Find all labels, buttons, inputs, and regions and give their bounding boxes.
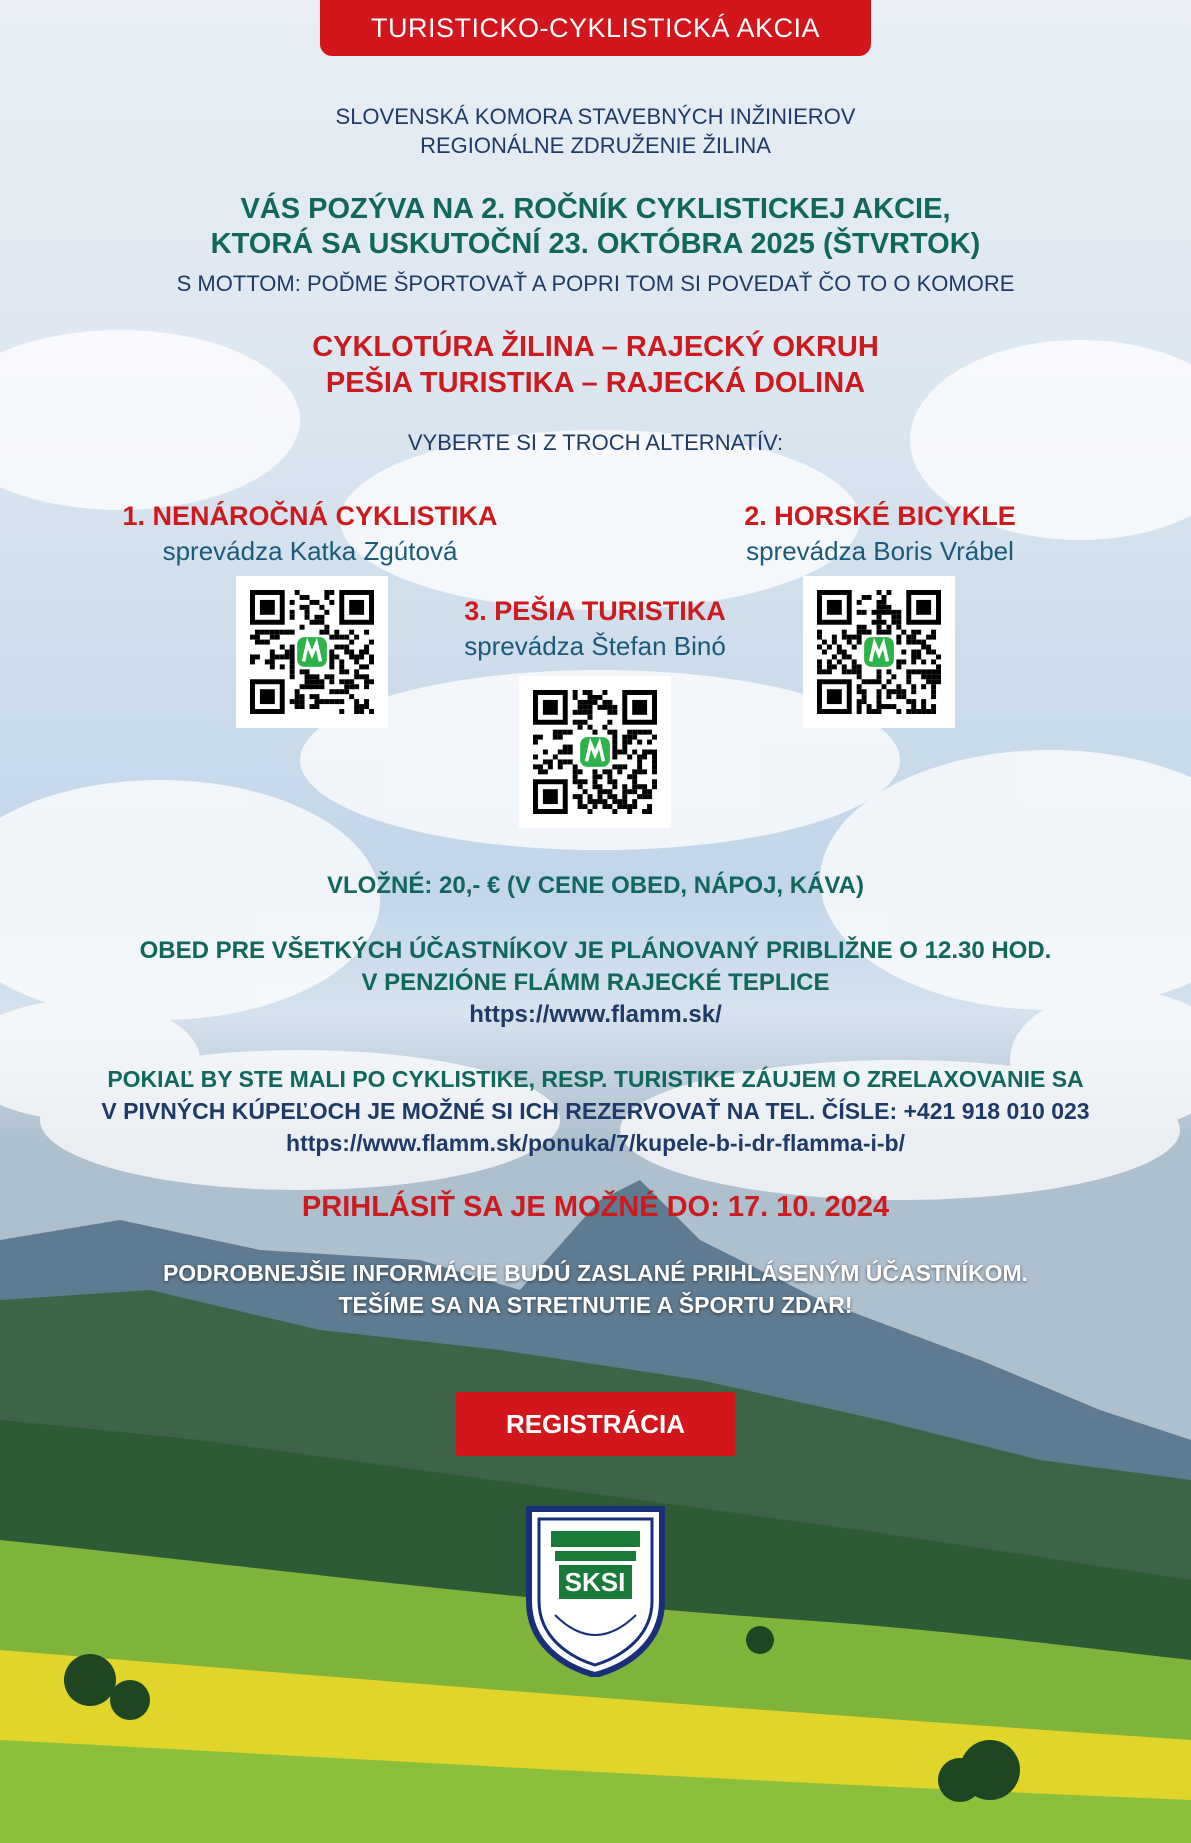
event-motto: S MOTTOM: POĎME ŠPORTOVAŤ A POPRI TOM SI POVEDAŤ ČO TO O KOMORE: [176, 271, 1015, 296]
option-2-guide: sprevádza Boris Vrábel: [746, 536, 1014, 566]
option-2-title: 2. HORSKÉ BICYKLE: [744, 501, 1016, 531]
organization-region: REGIONÁLNE ZDRUŽENIE ŽILINA: [420, 133, 771, 158]
qr-icon: [533, 690, 657, 814]
choose-heading: VYBERTE SI Z TROCH ALTERNATÍV:: [407, 430, 784, 455]
option-3-qr-code[interactable]: [519, 676, 671, 828]
spa-info-line2: V PIVNÝCH KÚPEĽOCH JE MOŽNÉ SI ICH REZERVOVAŤ NA TEL. ČÍSLE: +421 918 010 023: [101, 1098, 1090, 1124]
spa-info-line1: POKIAĽ BY STE MALI PO CYKLISTIKE, RESP. TURISTIKE ZÁUJEM O ZRELAXOVANIE SA: [107, 1066, 1084, 1092]
entry-fee: VLOŽNÉ: 20,- € (V CENE OBED, NÁPOJ, KÁVA): [327, 872, 864, 899]
lunch-info-line2: V PENZIÓNE FLÁMM RAJECKÉ TEPLICE: [361, 969, 830, 996]
qr-icon: [817, 590, 941, 714]
option-1-qr-code[interactable]: [236, 576, 388, 728]
logo-abbreviation: SKSI: [564, 1567, 626, 1597]
organization-name: SLOVENSKÁ KOMORA STAVEBNÝCH INŽINIEROV: [335, 104, 856, 129]
closing-greeting: TEŠÍME SA NA STRETNUTIE A ŠPORTU ZDAR!: [338, 1292, 853, 1318]
option-1-guide: sprevádza Katka Zgútová: [162, 536, 458, 566]
spa-booking-link[interactable]: https://www.flamm.sk/ponuka/7/kupele-b-i-dr-flamma-i-b/: [286, 1130, 905, 1156]
invite-heading-line2: KTORÁ SA USKUTOČNÍ 23. OKTÓBRA 2025 (ŠTVRTOK): [210, 228, 981, 260]
lunch-info-line1: OBED PRE VŠETKÝCH ÚČASTNÍKOV JE PLÁNOVANÝ PRIBLIŽNE O 12.30 HOD.: [139, 937, 1052, 964]
route-hiking: PEŠIA TURISTIKA – RAJECKÁ DOLINA: [325, 367, 866, 399]
qr-icon: [250, 590, 374, 714]
flamm-website-link[interactable]: https://www.flamm.sk/: [469, 1001, 722, 1028]
option-2-qr-code[interactable]: [803, 576, 955, 728]
option-1-title: 1. NENÁROČNÁ CYKLISTIKA: [122, 501, 498, 531]
option-3-title: 3. PEŠIA TURISTIKA: [464, 596, 726, 626]
registration-button[interactable]: REGISTRÁCIA: [456, 1392, 735, 1456]
invite-heading-line1: VÁS POZÝVA NA 2. ROČNÍK CYKLISTICKEJ AKCIE,: [240, 193, 951, 225]
route-cycling: CYKLOTÚRA ŽILINA – RAJECKÝ OKRUH: [312, 331, 879, 363]
sksi-logo: [525, 1505, 666, 1677]
option-3-guide: sprevádza Štefan Binó: [464, 631, 726, 661]
registration-deadline: PRIHLÁSIŤ SA JE MOŽNÉ DO: 17. 10. 2024: [301, 1191, 890, 1223]
details-info: PODROBNEJŠIE INFORMÁCIE BUDÚ ZASLANÉ PRIHLÁSENÝM ÚČASTNÍKOM.: [162, 1260, 1029, 1286]
event-type-banner: TURISTICKO-CYKLISTICKÁ AKCIA: [320, 0, 871, 56]
